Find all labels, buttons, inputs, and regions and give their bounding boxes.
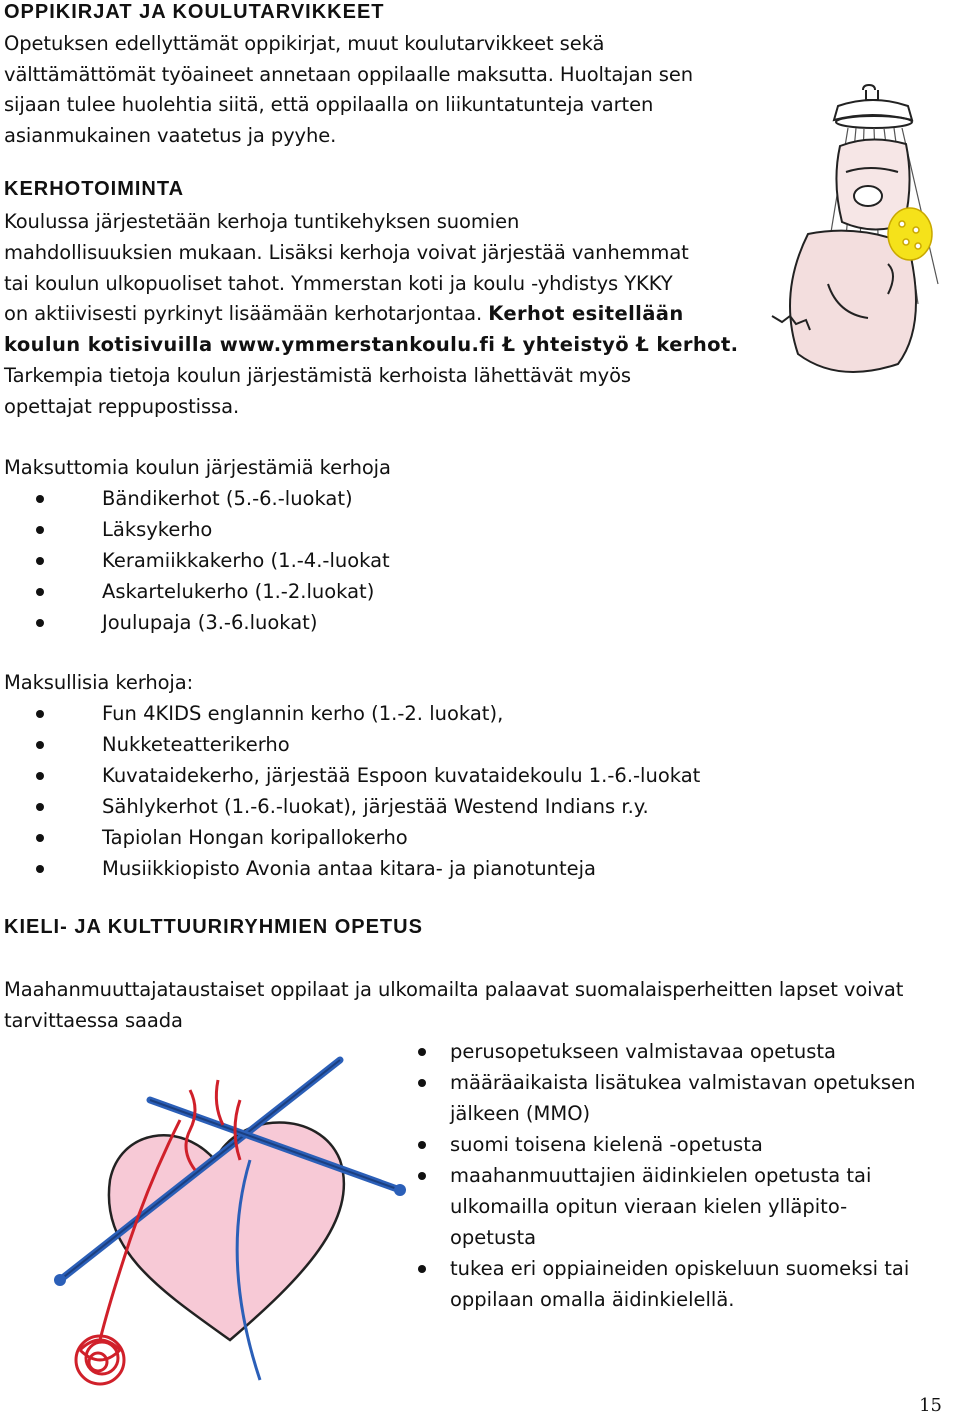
list-item: perusopetukseen valmistavaa opetusta	[418, 1036, 915, 1067]
list-item: Kuvataidekerho, järjestää Espoon kuvataidekoulu 1.-6.-luokat	[36, 760, 700, 791]
list-item: Sählykerhot (1.-6.-luokat), järjestää Westend Indians r.y.	[36, 791, 700, 822]
list-item: Joulupaja (3.-6.luokat)	[36, 607, 390, 638]
list-item: maahanmuuttajien äidinkielen opetusta tai	[418, 1160, 915, 1191]
text-line: mahdollisuuksien mukaan. Lisäksi kerhoja voivat järjestää vanhemmat	[4, 241, 689, 264]
list-item-continuation: oppilaan omalla äidinkielellä.	[450, 1288, 735, 1311]
list-item: Nukketeatterikerho	[36, 729, 700, 760]
bold-text: Kerhot esitellään	[488, 302, 684, 325]
text-line: opettajat reppupostissa.	[4, 395, 240, 418]
text-line: Maahanmuuttajataustaiset oppilaat ja ulkomailta palaavat suomalaisperheitten lapset voivat	[4, 978, 904, 1001]
list-item: Bändikerhot (5.-6.-luokat)	[36, 483, 390, 514]
text-line-mixed	[4, 298, 684, 329]
list-item-continuation: ulkomailla opitun vieraan kielen ylläpito-	[450, 1195, 848, 1218]
text-line: asianmukainen vaatetus ja pyyhe.	[4, 124, 337, 147]
list-item-continuation: jälkeen (MMO)	[450, 1102, 591, 1125]
text-line: välttämättömät työaineet annetaan oppilaalle maksutta. Huoltajan sen	[4, 63, 694, 86]
list-item: Musiikkiopisto Avonia antaa kitara- ja pianotunteja	[36, 853, 700, 884]
free-clubs-title: Maksuttomia koulun järjestämiä kerhoja	[4, 456, 391, 479]
list-item: Läksykerho	[36, 514, 390, 545]
list-item: Keramiikkakerho (1.-4.-luokat	[36, 545, 390, 576]
text-line: sijaan tulee huolehtia siitä, että oppilaalla on liikuntatunteja varten	[4, 93, 654, 116]
text-line: Koulussa järjestetään kerhoja tuntikehyksen suomien	[4, 210, 520, 233]
heading-kerhotoiminta: KERHOTOIMINTA	[4, 178, 185, 200]
paid-clubs-list	[36, 698, 700, 884]
text-line: tai koulun ulkopuoliset tahot. Ymmerstan koti ja koulu -yhdistys YKKY	[4, 272, 673, 295]
page-number: 15	[919, 1395, 942, 1416]
shower-illustration	[768, 84, 958, 384]
list-item: Fun 4KIDS englannin kerho (1.-2. luokat),	[36, 698, 700, 729]
heading-kieli: KIELI- JA KULTTUURIRYHMIEN OPETUS	[4, 916, 423, 938]
text-line: tarvittaessa saada	[4, 1009, 183, 1032]
text-line: Opetuksen edellyttämät oppikirjat, muut koulutarvikkeet sekä	[4, 32, 605, 55]
list-item-continuation: opetusta	[450, 1226, 537, 1249]
club-website-line: koulun kotisivuilla www.ymmerstankoulu.fi Ł yhteistyö Ł kerhot.	[4, 333, 739, 356]
free-clubs-list	[36, 483, 390, 638]
text-line: Tarkempia tietoja koulun järjestämistä kerhoista lähettävät myös	[4, 364, 631, 387]
list-item: määräaikaista lisätukea valmistavan opetuksen	[418, 1067, 915, 1098]
list-item: Tapiolan Hongan koripallokerho	[36, 822, 700, 853]
knitting-heart-illustration	[40, 1040, 420, 1400]
list-item: Askartelukerho (1.-2.luokat)	[36, 576, 390, 607]
heading-oppikirjat: OPPIKIRJAT JA KOULUTARVIKKEET	[4, 1, 385, 23]
list-item: tukea eri oppiaineiden opiskeluun suomeksi tai	[418, 1253, 915, 1284]
list-item: suomi toisena kielenä -opetusta	[418, 1129, 915, 1160]
language-support-list	[418, 1036, 915, 1315]
paid-clubs-title: Maksullisia kerhoja:	[4, 671, 194, 694]
text-span: on aktiivisesti pyrkinyt lisäämään kerhotarjontaa.	[4, 302, 483, 325]
